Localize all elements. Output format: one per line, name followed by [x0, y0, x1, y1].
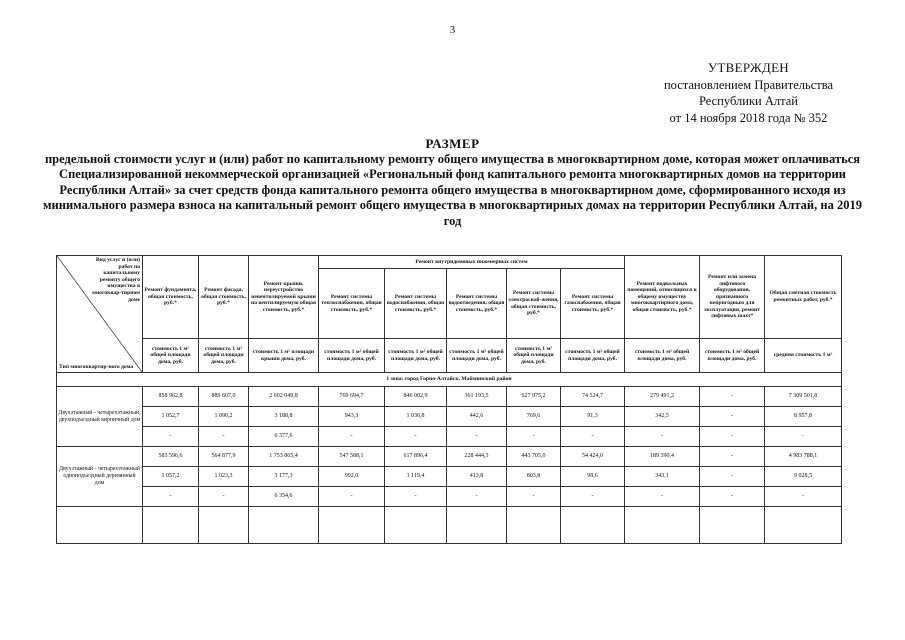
approval-line-1: УТВЕРЖДЕН [707, 60, 789, 75]
empty-cell [143, 507, 199, 544]
unit-header-4: стоимость 1 м² общей площади дома, руб. [385, 339, 447, 373]
col-header-5: Ремонт системы водоотведения, общая стоимость, руб.* [447, 269, 507, 339]
empty-cell [319, 507, 385, 544]
empty-cell [249, 507, 319, 544]
value-cell: 228 444,3 [447, 447, 507, 467]
empty-cell [561, 507, 625, 544]
title-main: РАЗМЕР [425, 136, 480, 151]
zone-header: 1 зона: город Горно-Алтайск, Майминский район [57, 373, 842, 387]
value-cell: 769,6 [507, 407, 561, 427]
value-cell: 1 052,7 [143, 407, 199, 427]
title-subtitle: предельной стоимости услуг и (или) работ по капитальному ремонту общего имущества в многоквартирном доме, которая может оплачиваться Специализированной некоммерческой организацией «Региональный фонд капитального ремонта многоквартирных домов на территории Республики Алтай» за счет средств фонда капитального ремонта общего имущества в многоквартирном доме, сформированного исходя из минимального размера взноса на капитальный ремонт общего имущества в многоквартирных домах на территории Республики Алтай, на 2019 год [43, 151, 862, 228]
value-cell: - [507, 427, 561, 447]
col-header-3: Ремонт системы теплоснабжения, общая стоимость, руб.* [319, 269, 385, 339]
engineering-group-header: Ремонт внутридомовых инженерных систем [319, 256, 625, 269]
value-cell: 769 694,7 [319, 387, 385, 407]
empty-cell [625, 507, 700, 544]
empty-cell [700, 507, 765, 544]
empty-cell [765, 507, 842, 544]
value-cell: 7 309 501,8 [765, 387, 842, 407]
value-cell: - [700, 407, 765, 427]
cost-table [56, 255, 842, 544]
col-header-8: Ремонт подвальных помещений, относящихся к общему имуществу многоквартирного дома, общая стоимость, руб.* [625, 256, 700, 339]
value-cell: - [385, 427, 447, 447]
value-cell: 2 602 049,8 [249, 387, 319, 407]
approval-line-3: Республики Алтай [698, 94, 798, 108]
table-row [57, 407, 842, 427]
table-row [57, 467, 842, 487]
unit-header-9: стоимость 1 м² общей площади дома, руб. [700, 339, 765, 373]
value-cell: - [199, 487, 249, 507]
corner-top-label: Вид услуг и (или) работ по капитальному ремонту общего имущества в многоквар-тирном доме [92, 257, 140, 303]
value-cell: 343,1 [625, 467, 700, 487]
value-cell: 1 023,3 [199, 467, 249, 487]
col-header-1: Ремонт фасада, общая стоимость, руб.* [199, 256, 249, 339]
empty-cell [507, 507, 561, 544]
unit-header-1: стоимость 1 м² общей площади дома, руб. [199, 339, 249, 373]
unit-header-8: стоимость 1 м² общей площади дома, руб. [625, 339, 700, 373]
value-cell: - [319, 487, 385, 507]
value-cell: 98,6 [561, 467, 625, 487]
table-row [57, 427, 842, 447]
value-cell: 547 588,1 [319, 447, 385, 467]
empty-cell [385, 507, 447, 544]
value-cell: 992,0 [319, 467, 385, 487]
corner-bottom-label: Тип многоквартир-ного дома [59, 364, 134, 371]
value-cell: - [447, 487, 507, 507]
unit-header-3: стоимость 1 м² общей площади дома, руб. [319, 339, 385, 373]
value-cell: 6 377,6 [249, 427, 319, 447]
empty-cell [199, 507, 249, 544]
value-cell: - [561, 487, 625, 507]
value-cell: 1 036,8 [385, 407, 447, 427]
value-cell: - [765, 427, 842, 447]
value-cell: 54 424,0 [561, 447, 625, 467]
value-cell: 4 983 788,1 [765, 447, 842, 467]
value-cell: 1 090,2 [199, 407, 249, 427]
value-cell: - [143, 427, 199, 447]
value-cell: - [700, 427, 765, 447]
table-row [57, 387, 842, 407]
approval-line-2: постановлением Правительства [663, 77, 833, 92]
value-cell: - [447, 427, 507, 447]
value-cell: 413,8 [447, 467, 507, 487]
empty-row [57, 507, 842, 544]
unit-header-6: стоимость 1 м² общей площади дома, руб. [507, 339, 561, 373]
value-cell: 3 188,8 [249, 407, 319, 427]
table-row [57, 487, 842, 507]
unit-header-0: стоимость 1 м² общей площади дома, руб. [143, 339, 199, 373]
empty-cell [447, 507, 507, 544]
value-cell: - [765, 487, 842, 507]
value-cell: 627 975,2 [507, 387, 561, 407]
unit-header-5: стоимость 1 м² общей площади дома, руб. [447, 339, 507, 373]
value-cell: - [625, 487, 700, 507]
approval-line-4: от 14 ноября 2018 года № 352 [669, 110, 828, 125]
unit-header-2: стоимость 1 м² площади крыши дома, руб. [249, 339, 319, 373]
value-cell: 6 354,6 [249, 487, 319, 507]
value-cell: - [385, 487, 447, 507]
col-header-4: Ремонт системы водоснабжения, общая стоимость, руб.* [385, 269, 447, 339]
value-cell: 342,5 [625, 407, 700, 427]
value-cell: 583 596,6 [143, 447, 199, 467]
value-cell: 3 177,3 [249, 467, 319, 487]
value-cell: 1 119,4 [385, 467, 447, 487]
unit-header-7: стоимость 1 м² общей площади дома, руб. [561, 339, 625, 373]
approval-block [664, 60, 833, 126]
col-header-9: Ремонт или замена лифтового оборудования, признанного непригодным для эксплуатации, ремонт лифтовых шахт* [700, 256, 765, 339]
value-cell: - [625, 427, 700, 447]
house-type-cell: Двухэтажный - четырехэтажный, двухподъездный кирпичный дом [57, 387, 143, 447]
value-cell: - [700, 447, 765, 467]
value-cell: - [700, 467, 765, 487]
value-cell: 443 705,0 [507, 447, 561, 467]
value-cell: - [319, 427, 385, 447]
value-cell: - [507, 487, 561, 507]
value-cell: 889 607,0 [199, 387, 249, 407]
value-cell: - [561, 427, 625, 447]
value-cell: 1 753 865,4 [249, 447, 319, 467]
value-cell: 617 896,4 [385, 447, 447, 467]
document-title [40, 136, 865, 229]
col-header-0: Ремонт фундамента, общая стоимость, руб.* [143, 256, 199, 339]
col-header-2: Ремонт крыши, переустройство невентилируемой крыши на вентилируемую общая стоимость, руб.* [249, 256, 319, 339]
value-cell: 846 002,9 [385, 387, 447, 407]
value-cell: 1 057,2 [143, 467, 199, 487]
value-cell: 442,6 [447, 407, 507, 427]
value-cell: 564 877,9 [199, 447, 249, 467]
value-cell: 279 491,2 [625, 387, 700, 407]
page-number: 3 [449, 24, 456, 36]
value-cell: 8 957,8 [765, 407, 842, 427]
value-cell: 361 193,5 [447, 387, 507, 407]
value-cell: - [143, 487, 199, 507]
value-cell: 74 524,7 [561, 387, 625, 407]
house-type-cell: Двухэтажный - четырехэтажный одноподъездный деревянный дом [57, 447, 143, 507]
value-cell: 9 028,5 [765, 467, 842, 487]
empty-cell [57, 507, 143, 544]
value-cell: 943,3 [319, 407, 385, 427]
table-row [57, 447, 842, 467]
unit-header-10: средняя стоимость 1 м² [765, 339, 842, 373]
value-cell: 858 962,8 [143, 387, 199, 407]
value-cell: - [199, 427, 249, 447]
value-cell: 189 390,4 [625, 447, 700, 467]
col-header-7: Ремонт системы газоснабжения, общая стоимость, руб.* [561, 269, 625, 339]
col-header-6: Ремонт системы электроснаб-жения, общая стоимость, руб.* [507, 269, 561, 339]
value-cell: 91,3 [561, 407, 625, 427]
col-header-10: Общая сметная стоимость ремонтных работ, руб.* [765, 256, 842, 339]
value-cell: - [700, 487, 765, 507]
value-cell: 803,8 [507, 467, 561, 487]
table-corner-cell [57, 256, 143, 373]
value-cell: - [700, 387, 765, 407]
